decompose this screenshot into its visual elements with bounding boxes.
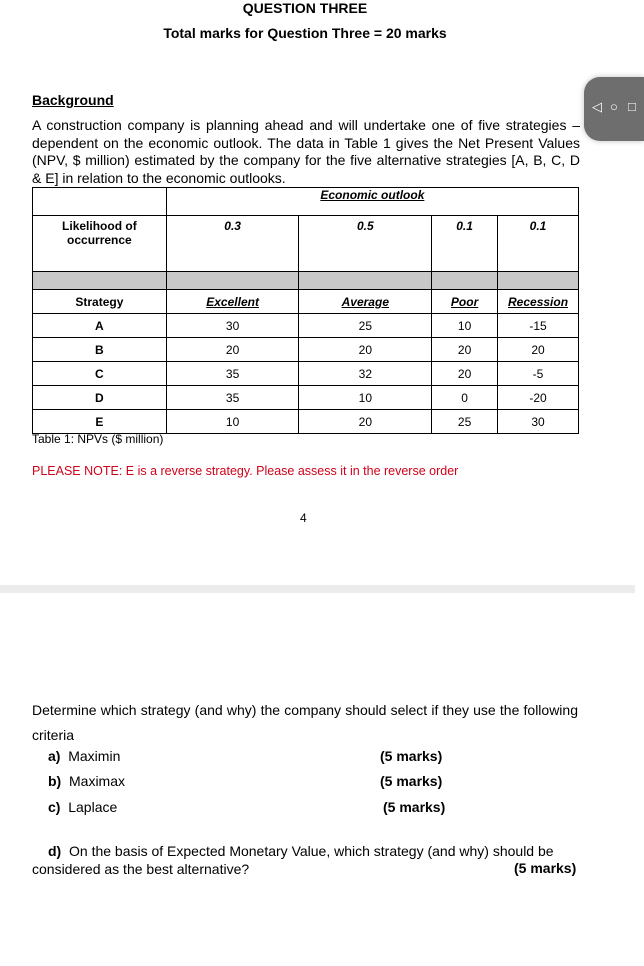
table-cell-shaded	[166, 272, 299, 290]
npv-table	[32, 187, 579, 434]
value-cell: 35	[166, 362, 299, 386]
questions-intro: Determine which strategy (and why) the company should select if they use the following criteria	[32, 702, 578, 743]
page-break-divider	[0, 585, 635, 593]
value-cell: -15	[498, 314, 579, 338]
probability-excellent: 0.3	[166, 216, 299, 272]
question-item-b	[48, 773, 125, 789]
table-row	[33, 314, 579, 338]
question-text: Maximax	[69, 773, 126, 789]
value-cell: 10	[299, 386, 432, 410]
question-label: a)	[48, 748, 61, 764]
value-cell: 30	[498, 410, 579, 434]
probability-poor: 0.1	[432, 216, 498, 272]
question-label: c)	[48, 799, 61, 815]
table-caption: Table 1: NPVs ($ million)	[32, 432, 164, 446]
value-cell: 35	[166, 386, 299, 410]
table-cell-empty	[33, 188, 167, 216]
table-row	[33, 188, 579, 216]
question-marks-d: (5 marks)	[514, 860, 577, 876]
value-cell: -5	[498, 362, 579, 386]
back-triangle-icon[interactable]: ◁	[592, 99, 602, 114]
value-cell: 30	[166, 314, 299, 338]
value-cell: 20	[299, 338, 432, 362]
value-cell: 10	[166, 410, 299, 434]
probability-recession: 0.1	[498, 216, 579, 272]
question-text: On the basis of Expected Monetary Value, which strategy (and why) should be considered as the best alternative?	[32, 843, 554, 877]
column-header-row	[33, 290, 579, 314]
value-cell: 32	[299, 362, 432, 386]
strategy-cell: E	[33, 410, 167, 434]
shaded-divider-row	[33, 272, 579, 290]
question-label: b)	[48, 773, 62, 789]
navigation-widget[interactable]	[584, 77, 644, 141]
value-cell: -20	[498, 386, 579, 410]
value-cell: 0	[432, 386, 498, 410]
question-item-a	[48, 748, 120, 764]
question-title: QUESTION THREE	[242, 0, 368, 16]
outlook-recession-header: Recession	[498, 290, 579, 314]
table-cell-shaded	[432, 272, 498, 290]
question-marks-a: (5 marks)	[380, 748, 443, 764]
value-cell: 20	[166, 338, 299, 362]
table-cell-shaded	[299, 272, 432, 290]
strategy-cell: A	[33, 314, 167, 338]
strategy-header: Strategy	[33, 290, 167, 314]
likelihood-label: Likelihood of occurrence	[33, 216, 167, 272]
economic-outlook-header: Economic outlook	[166, 188, 578, 216]
reverse-strategy-note: PLEASE NOTE: E is a reverse strategy. Please assess it in the reverse order	[32, 464, 459, 478]
background-text: A construction company is planning ahead and will undertake one of five strategies – dependent on the economic outlook. The data in Table 1 gives the Net Present Values (NPV, $ million) estimated by the company for the five alternative strategies [A, B, C, D & E] in relation to the economic outlooks.	[32, 117, 580, 186]
question-marks-b: (5 marks)	[380, 773, 443, 789]
question-marks-c: (5 marks)	[383, 799, 446, 815]
home-circle-icon[interactable]: ○	[610, 99, 618, 114]
table-row	[33, 362, 579, 386]
table-cell-shaded	[498, 272, 579, 290]
strategy-cell: D	[33, 386, 167, 410]
question-item-c	[48, 799, 117, 815]
value-cell: 20	[299, 410, 432, 434]
strategy-cell: C	[33, 362, 167, 386]
value-cell: 25	[299, 314, 432, 338]
recents-square-icon[interactable]: □	[628, 99, 636, 114]
question-text: Maximin	[68, 748, 121, 764]
likelihood-row	[33, 216, 579, 272]
question-item-d	[32, 842, 578, 878]
outlook-excellent-header: Excellent	[166, 290, 299, 314]
table-row	[33, 410, 579, 434]
background-heading: Background	[32, 92, 114, 108]
value-cell: 20	[432, 338, 498, 362]
total-marks: Total marks for Question Three = 20 marks	[163, 25, 447, 41]
outlook-average-header: Average	[299, 290, 432, 314]
question-text: Laplace	[68, 799, 118, 815]
value-cell: 20	[498, 338, 579, 362]
table-cell-shaded	[33, 272, 167, 290]
question-label: d)	[48, 843, 62, 859]
value-cell: 20	[432, 362, 498, 386]
strategy-cell: B	[33, 338, 167, 362]
page-number: 4	[300, 511, 307, 525]
table-row	[33, 338, 579, 362]
value-cell: 10	[432, 314, 498, 338]
value-cell: 25	[432, 410, 498, 434]
outlook-poor-header: Poor	[432, 290, 498, 314]
table-row	[33, 386, 579, 410]
probability-average: 0.5	[299, 216, 432, 272]
